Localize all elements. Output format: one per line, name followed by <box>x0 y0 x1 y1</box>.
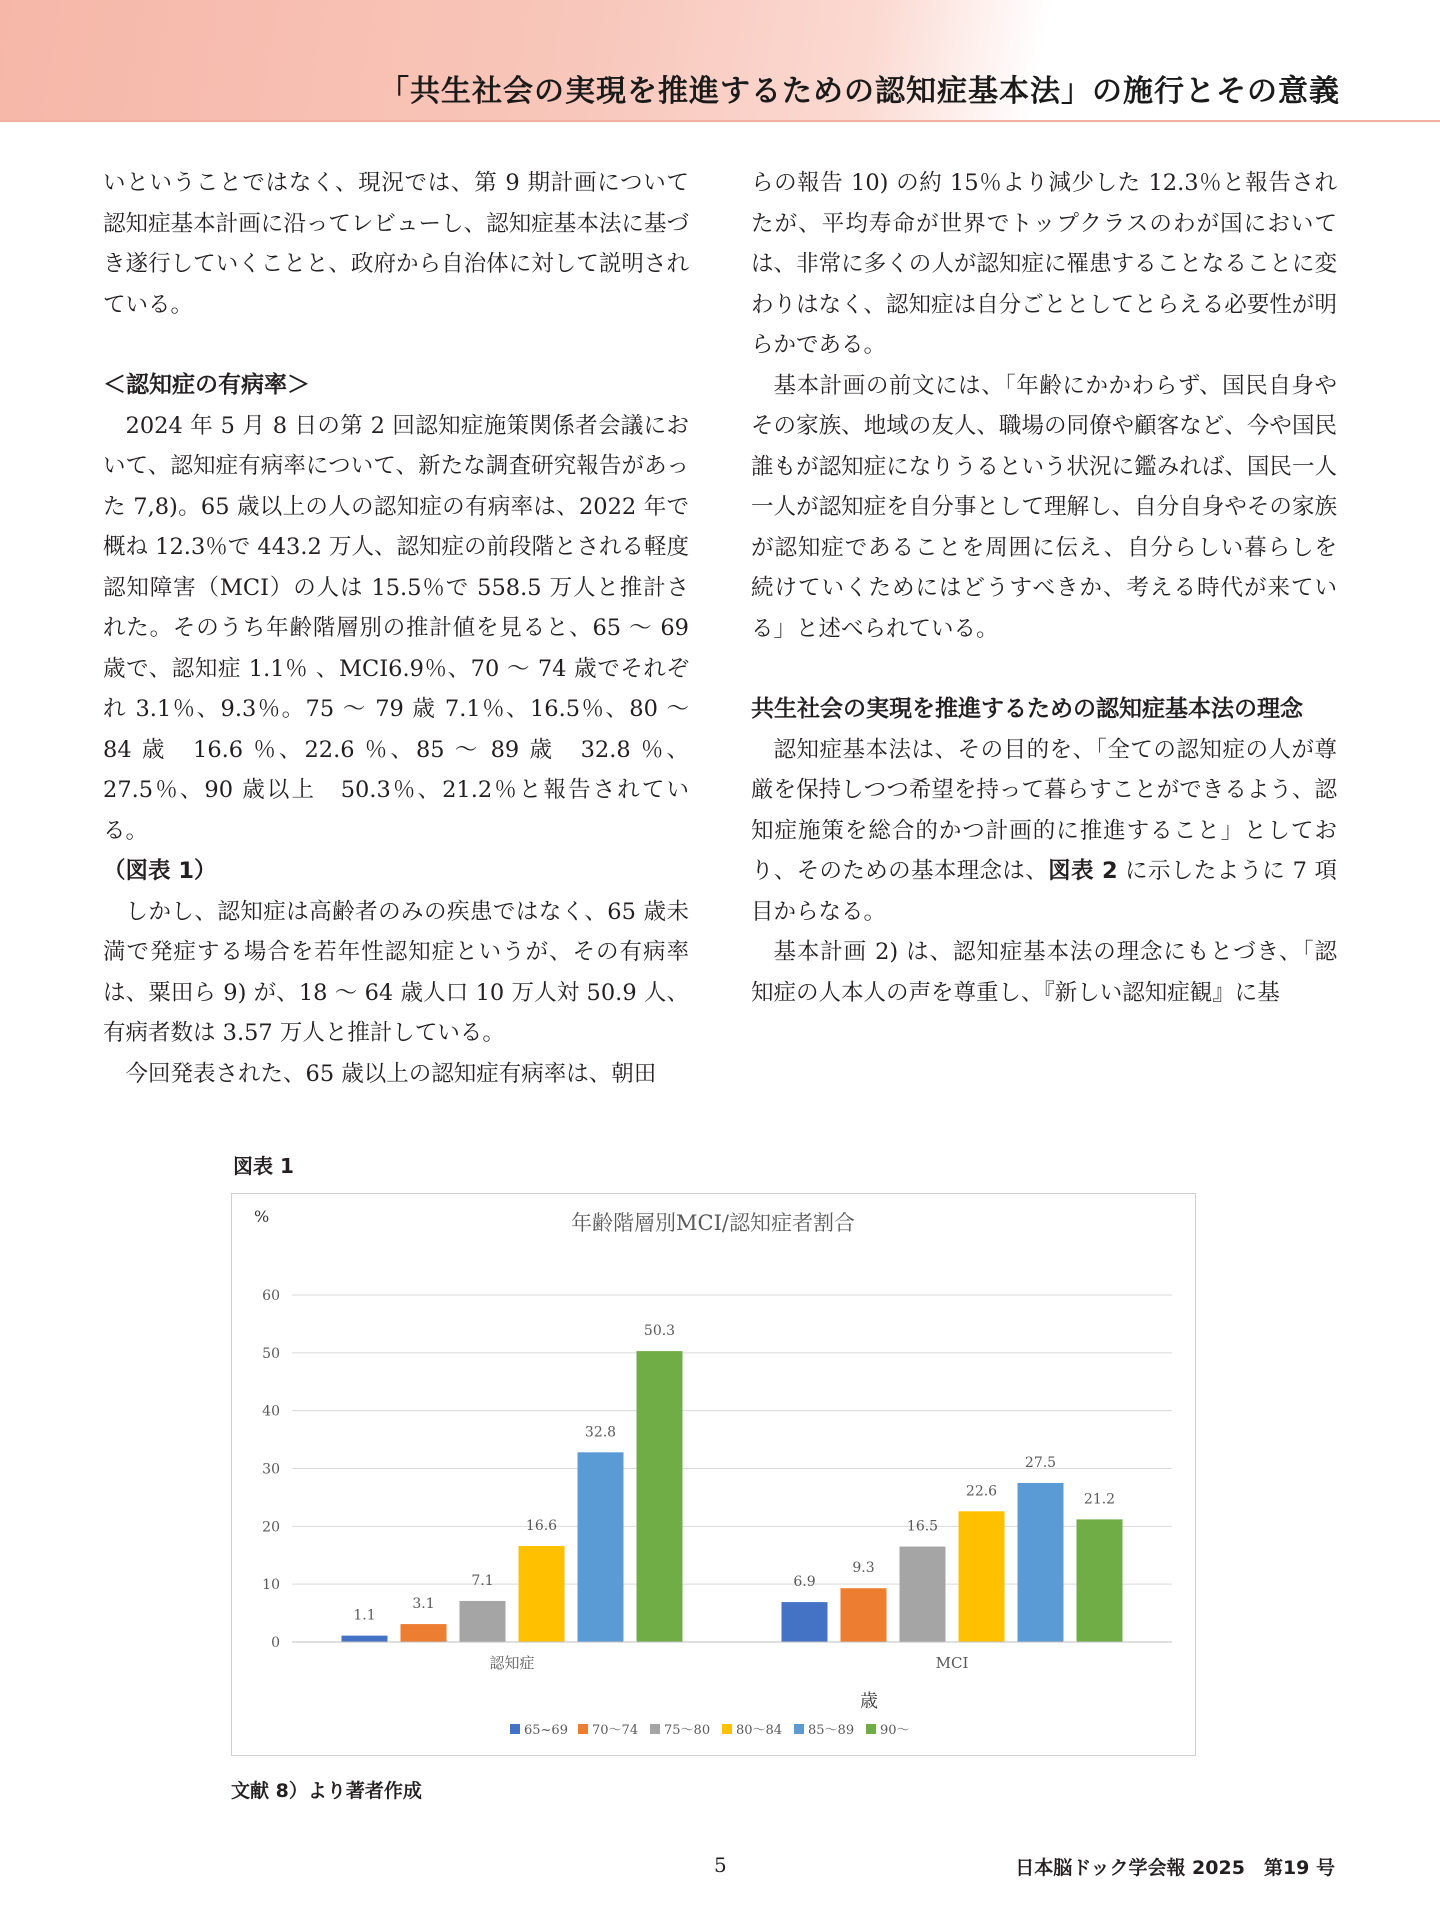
data-label: 9.3 <box>852 1560 875 1577</box>
section-heading: ＜認知症の有病率＞ <box>103 372 310 398</box>
data-label: 1.1 <box>353 1607 376 1624</box>
legend-label: 65~69 <box>524 1723 568 1738</box>
legend-swatch <box>794 1724 804 1734</box>
data-label: 27.5 <box>1024 1454 1057 1471</box>
legend <box>510 1723 910 1738</box>
data-label: 16.6 <box>525 1517 558 1534</box>
legend-swatch <box>722 1724 732 1734</box>
bar-75～80-MCI <box>900 1547 946 1642</box>
figure-source: 文献 8）より著者作成 <box>231 1780 422 1802</box>
paragraph: 基本計画の前文には、「年齢にかかわらず、国民自身やその家族、地域の友人、職場の同僚や顧客など、今や国民誰もが認知症になりうるという状況に鑑みれば、国民一人一人が認知症を自分事として理解し、自分自身やその家族が認知症であることを周囲に伝え、自分らしい暮らしを続けていくためにはどうすべきか、考える時代が来ている」と述べられている。 <box>751 372 1337 642</box>
figure-reference: （図表 1） <box>103 858 217 884</box>
figure-reference: 図表 2 <box>1048 858 1118 884</box>
legend-label: 90～ <box>880 1723 910 1738</box>
bars <box>292 1323 1172 1672</box>
left-column <box>103 163 689 1094</box>
paragraph: しかし、認知症は高齢者のみの疾患ではなく、65 歳未満で発症する場合を若年性認知症というが、その有病率は、粟田ら 9) が、18 ～ 64 歳人口 10 万人対 50.9 人、有病者数は 3.57 万人と推計している。 <box>103 898 689 1046</box>
legend-swatch <box>866 1724 876 1734</box>
paragraph: らの報告 10) の約 15％より減少した 12.3％と報告されたが、平均寿命が世界でトップクラスのわが国においては、非常に多くの人が認知症に罹患することなることに変わりはなく、認知症は自分ごととしてとらえる必要性が明らかである。 <box>751 170 1337 358</box>
legend-swatch <box>650 1724 660 1734</box>
legend-label: 70～74 <box>592 1723 639 1738</box>
figure-label: 図表 1 <box>233 1154 294 1178</box>
y-tick-label: 30 <box>262 1461 280 1478</box>
paragraph <box>751 730 1337 933</box>
paragraph: 2024 年 5 月 8 日の第 2 回認知症施策関係者会議において、認知症有病率について、新たな調査研究報告があった 7,8)。65 歳以上の人の認知症の有病率は、2022 年で概ね 12.3％で 443.2 万人、認知症の前段階とされる軽度認知障害（MCI）の人は 15.5％で 558.5 万人と推計された。そのうち年齢階層別の推計値を見ると、65 ～ 69 歳で、認知症 1.1％ 、MCI6.9％、70 ～ 74 歳でそれぞれ 3.1％、9.3％。75 ～ 79 歳 7.1％、16.5％、80 ～ 84 歳 16.6 ％、22.6 ％、85 ～ 89 歳 32.8 ％、27.5％、90 歳以上 50.3％、21.2％と報告されている。 <box>103 412 689 844</box>
legend-swatch <box>510 1724 520 1734</box>
bar-80～84-MCI <box>959 1511 1005 1642</box>
section-heading: 共生社会の実現を推進するための認知症基本法の理念 <box>751 696 1303 722</box>
data-label: 7.1 <box>471 1572 494 1589</box>
bar-80～84-認知症 <box>519 1546 565 1642</box>
bar-70～74-MCI <box>841 1588 887 1642</box>
data-label: 21.2 <box>1083 1491 1116 1508</box>
legend-label: 85～89 <box>808 1723 855 1738</box>
chart-title: 年齢階層別MCI/認知症者割合 <box>571 1211 855 1235</box>
data-label: 3.1 <box>412 1596 435 1613</box>
y-tick-label: 0 <box>271 1635 280 1651</box>
data-label: 16.5 <box>906 1518 939 1535</box>
bar-75～80-認知症 <box>460 1601 506 1642</box>
legend-swatch <box>578 1724 588 1734</box>
page-header-title: 「共生社会の実現を推進するための認知症基本法」の施行とその意義 <box>379 74 1340 109</box>
legend-label: 80～84 <box>736 1723 783 1738</box>
y-tick-label: 50 <box>262 1345 280 1362</box>
paragraph: いということではなく、現況では、第 9 期計画について認知症基本計画に沿ってレビューし、認知症基本法に基づき遂行していくことと、政府から自治体に対して説明されている。 <box>103 170 689 318</box>
header-rule <box>0 120 1440 122</box>
data-label: 22.6 <box>965 1483 998 1500</box>
y-tick-label: 10 <box>262 1577 280 1594</box>
x-tick-label: 認知症 <box>489 1654 535 1672</box>
bar-85～89-認知症 <box>578 1452 624 1642</box>
bar-chart <box>232 1194 1195 1755</box>
data-label: 32.8 <box>584 1424 617 1441</box>
y-axis-label: % <box>254 1207 270 1226</box>
paragraph-text: 認知症基本法は、その目的を、「全ての認知症の人が尊厳を保持しつつ希望を持って暮らすことができるよう、認知症施策を総合的かつ計画的に推進すること」としており、そのための基本理念は、 <box>751 736 1337 884</box>
y-tick-label: 60 <box>262 1288 280 1304</box>
paragraph-text: に示したように 7 項目からなる。 <box>751 858 1337 925</box>
paragraph: 今回発表された、65 歳以上の認知症有病率は、朝田 <box>125 1060 657 1087</box>
data-label: 50.3 <box>643 1323 676 1340</box>
chart-frame <box>231 1193 1196 1756</box>
journal-title: 日本脳ドック学会報 2025 第19 号 <box>1015 1857 1335 1879</box>
data-label: 6.9 <box>793 1574 816 1591</box>
bar-65~69-認知症 <box>342 1636 388 1642</box>
bar-85～89-MCI <box>1018 1483 1064 1642</box>
y-tick-label: 40 <box>262 1403 280 1420</box>
bar-90～-MCI <box>1077 1519 1123 1642</box>
paragraph: 基本計画 2) は、認知症基本法の理念にもとづき、「認知症の人本人の声を尊重し、『新しい認知症観』に基 <box>751 939 1337 1006</box>
bar-90～-認知症 <box>637 1351 683 1642</box>
x-axis-label: 歳 <box>860 1691 878 1712</box>
x-tick-label: MCI <box>935 1654 969 1672</box>
bar-70～74-認知症 <box>401 1624 447 1642</box>
right-column <box>751 163 1337 1013</box>
bar-65~69-MCI <box>782 1602 828 1642</box>
page-number: 5 <box>714 1853 727 1877</box>
legend-label: 75～80 <box>664 1723 711 1738</box>
y-tick-label: 20 <box>262 1519 280 1536</box>
